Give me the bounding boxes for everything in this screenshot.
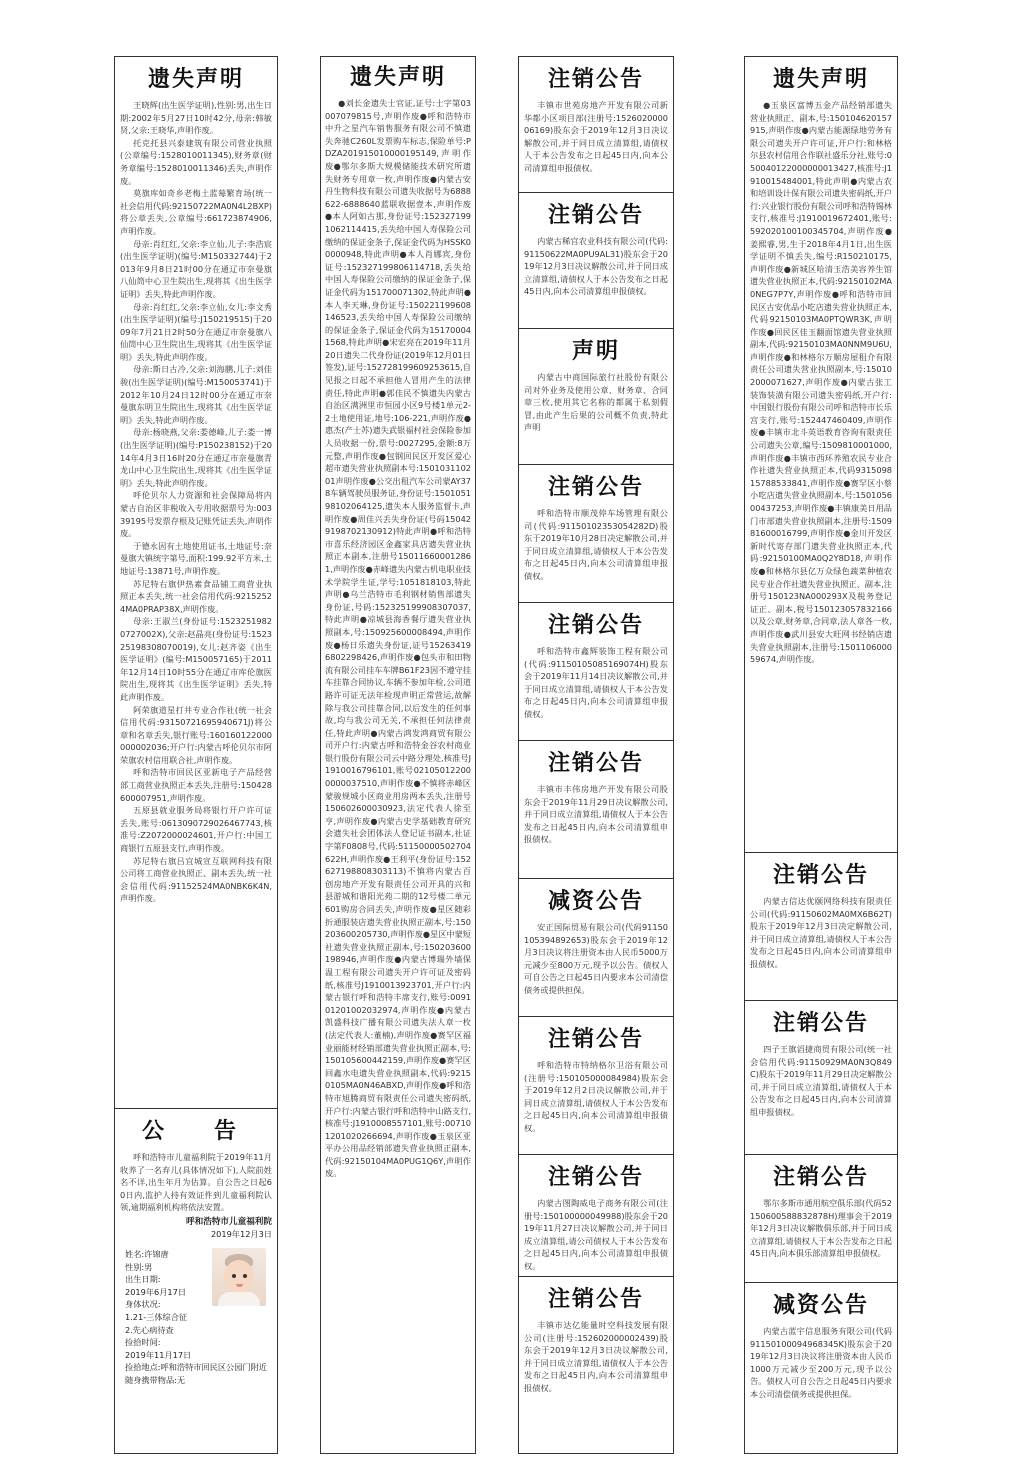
notice-paragraph: 母亲:杨晓燕,父亲:娄德峰,儿子:娄一博(出生医学证明)(编号:P150238152)于2014年4月3日16时20分在通辽市奈曼旗青龙山中心卫生院出生,现将其《出生医学证明》丢失,特此声明作废。 — [120, 427, 272, 488]
announcement-body: 丰镇市世苑房地产开发有限公司新华都小区项目部(注册号:152602000006169)股东会于2019年12月3日决议解散公司,并于同日成立清算组,请债权人于本公告发布之日起45日内,向本公司清算组申报债权。 — [524, 100, 668, 173]
column-2 — [320, 56, 476, 1454]
lost-notice-title: 遗失声明 — [772, 67, 869, 92]
child-info-line: 性别:男 — [125, 1261, 153, 1272]
announcement-body: 丰镇市丰伟房地产开发有限公司股东会于2019年11月29日决议解散公司,并于同日成立清算组,请债权人于本公告发布之日起45日内,向本公司清算组申报债权。 — [524, 784, 668, 845]
lost-notice-body — [120, 99, 272, 905]
announcement-body: 内蒙古信达优颐网络科技有限责任公司(代码:91150602MA0MX6B62T)股东于2019年12月3日决定解散公司,并于同日成立清算组,请债权人于本公告发布之日起45日内,向本公司清算组申报债权。 — [750, 896, 892, 969]
announcement-title: 注销公告 — [772, 863, 869, 888]
child-info-line: 2019年11月17日 — [125, 1349, 192, 1360]
adoption-notice-box — [115, 1109, 277, 1455]
child-info-line: 1.21-三体综合征 — [125, 1311, 188, 1322]
notice-date: 2019年12月3日 — [210, 1228, 272, 1239]
lost-notice-box-1 — [115, 57, 277, 1109]
announcement-box — [519, 465, 673, 603]
child-info-line: 捡拾时间: — [125, 1337, 161, 1348]
announcement-box — [745, 1155, 897, 1283]
notice-title: 公 告 — [141, 1119, 250, 1144]
announcement-body: 安正国际贸易有限公司(代码911501053948926​53)股东会于2019年12月3日决议将注册资本由人民币5000万元减少至800万元,现予以公告。债权人可自公告之日起45日内要求本公司清偿债务或提供担保。 — [524, 922, 668, 995]
announcement-box — [519, 1155, 673, 1277]
announcement-box — [519, 879, 673, 1017]
notice-paragraph: ●刘长金遗失士官证,证号:士字第03007079815号,声明作废●呼和浩特市中升之星汽车销售服务有限公司不慎遗失奔驰C260L发票购车标志,保险单号:PDZA201915010000195149,声明作废●鄂尔多斯大规模储能技术研究所遗失财务专用章一枚,声明作废●内蒙古安丹生物科技有限公司遗失收据号为6888622-6888640蓝联收据壹本,声明作废●本人阿如古那,身份证号:152327199106211441​5,丢失给中国人寿保险公司缴纳的保证金条子,保证金代码为HSSK00000948,特此声明●本人肖娜宾,身份证号:152327199806114718,丢失给中国人寿保险公司缴纳的保证金条子,保证金代码为151700071302,特此声明●本人李天琳,身份证号:150221199608146523,丢失给中国人寿保险公司缴纳的保证金条子,保证金代码为151700041568,特此声明●宋宏亮在2019年11月20日遗失二代身份证(2019年12月01日签发),证号:152728199609253615,自见报之日起不承担他人冒用产生的法律责任,特此声明●郭佳民不慎遗失内蒙古自治区满洲里市恒园小区9号楼1单元2-2土地使用证,地号:106-221,声明作废●惠杰(产士苏)遗失武银福村社会保险参加人员收据一份,票号:0027295,金额:8万元整,声明作废●包钢回民区开发区爱心超市遗失营业执照副本号:150103110201声明作废●公交出租汽车公司蒙AY378车辆驾驶员服务证,身份证号:150105198102064125,遗失本人服务监督卡,声明作废●周佳兴丢失身份证(号码150429198702130912)特此声明●呼和浩特市喜乐经济园区金鑫家具店遗失营业执照正本副本,注册号150116600012861,声明作废●赤峰遗失内蒙古机电职业技术学院学生证,学号:1051818103,特此声明●乌兰浩特市毛利钢材销售部遗失身份证,号码:15232519990​8307037,特此声明●凉城县海香餐厅遗失营业执照副本,号:150925600008494,声明作废●杨日乐遗失身份证,证号152634196802298426,声明作废●包头市和田物流有限公司挂车车牌B61F23因不遵守挂车挂靠合同协议,车辆不参加年检,公司道路许可证无法年检现声明正常营运,故解除与我公司挂靠合同,以后发生的任何事故,均与我公司无关,不承担任何法律责任,特此声明●内蒙古鸿发鸿商贸有限公司开户行:内蒙古呼和浩特金谷农村商业银行股份有限公司云中路分理处,核准号J1910016796101,账号021050122000000037510,声明作废●不慎将赤峰区蒙骏规城小区商业用房两本丢失,注册号150602600030923,法定代表人徐至亨,声明作废●内蒙古史学基础教育研究会遗失社会团体法人登记证书副本,社证字第F0808号,代码:511500005027​04622H,声明作废●王利平(身份证号:152627198808303113)不慎将内蒙古百创房地产开发有限责任公司开具的兴和县游城和谐阳光苑二期的12号楼二单元601购房合同丢失,声明作废●星区随彩折通服装店遗失营业执照正副本,号:150203600205730,声明作废●星区中蒙短社遗失营业执照正副本,号:150203600198946,声明作废●内蒙古博瑞外墙保温工程有限公司遗失开户许可证及密码纸,核准号J1910013923701,开户行:内蒙古银行呼和浩特丰席支行,账号:009101201002032974,声明作废●内蒙古凯盛科技广播有限公司遗失法人章一枚(法定代表人:董楠),声明作废●赛罕区福业丽能材经销部遗失营业执照正副本,号:150105600442159,声明作废●赛罕区回鑫水电遗失营业执照副本,代码:92150105MA0N46ABXD,声明作废●呼和浩特市旭腾商贸有限责任公司遗失密码纸,开户行:内蒙古银行呼和浩特中山路支行,核准号:J1910008557101,账号:007101201020266694,声明作废●玉泉区亚平办公用品经销部遗失营业执照正副本,代码:92150104MA0PUG1Q6Y,声明作废。 — [325, 98, 471, 1179]
announcement-title: 注销公告 — [547, 613, 644, 638]
announcement-body: 呼和浩特市鑫辉装饰工程有限公司(代码:91150105085169074H)股东会于2019年11月14日决议解散公司,并于同日成立清算组,请债权人于本公告发布之日起45日内,向本公司清算组申报债权。 — [524, 646, 668, 719]
notice-paragraph: 母亲:肖红红,父亲:李立仙,女儿:李文秀(出生医学证明)(编号:J150219515)于2009年7月21日2时50分在通辽市奈曼旗八仙筒中心卫生院出生,现将其《出生医学证明》丢失,特此声明作废。 — [120, 301, 272, 362]
announcement-box — [519, 1017, 673, 1155]
notice-paragraph: 呼和浩特市儿童福利院于2019年11月收养了一名弃儿(具体情况如下),人院前姓名不详,出生年月为估算。自公告之日起60日内,监护人持有效证件到儿童福利院认领,逾期福利机构将依法安置。 — [120, 1152, 272, 1213]
announcement-title: 注销公告 — [547, 1165, 644, 1190]
column-4 — [744, 56, 898, 1454]
announcement-box — [745, 853, 897, 1001]
announcement-box — [745, 1283, 897, 1455]
announcement-title: 减资公告 — [772, 1293, 869, 1318]
announcement-box — [519, 741, 673, 879]
announcement-body: 内蒙古稀宫农业科技有限公司(代码:91150622MA0PU9AL31)股东会于2019年12月3日决议解散公司,并于同日成立清算组,请债权人于本公告发布之日起45日内,向本公司清算组申报债权。 — [524, 236, 668, 297]
announcement-box — [519, 193, 673, 329]
notice-paragraph: 莫旗库如奇乡老梅土蓝莓繁育场(统一社会信用代码:92150722MA0N4L2BXP)将公章丢失,公章编号:661723874906,声明作废。 — [120, 188, 272, 236]
announcement-box — [519, 603, 673, 741]
column-1 — [114, 56, 278, 1454]
notice-paragraph: 五原县就业服务局将银行开户许可证丢失,账号:061309072902646774​3,核准号:Z2072000024601,开户行:中国工商银行五原县支行,声明作废。 — [120, 805, 272, 854]
child-info-line: 姓名:许锦唐 — [125, 1248, 169, 1259]
child-info-line: 捡拾地点:呼和浩特市回民区公园门附近 — [125, 1362, 267, 1373]
child-info-line: 身体状况: — [125, 1299, 161, 1310]
notice-paragraph: 母亲:肖红红,父亲:李立仙,儿子:李浩宸(出生医学证明)(编号:M150332744)于2013年9月8日21时00分在通辽市奈曼旗八仙筒中心卫生院出生,现将其《出生医学证明》丢失,特此声明作废。 — [120, 238, 272, 299]
announcement-title: 注销公告 — [547, 751, 644, 776]
announcement-box — [519, 1277, 673, 1455]
announcement-title: 声明 — [571, 339, 620, 364]
notice-paragraph: 王晓辉(出生医学证明),性别:男,出生日期:2002年5月27日10时42分,母亲:韩敏贤,父亲:王晓华,声明作废。 — [120, 100, 272, 136]
announcement-body: 内蒙古图陶威电子商务有限公司(注册号:150100000049988)股东会于2019年11月27日决议解散公司,并于同日成立清算组,请公司债权人于本公告发布之日起45日内,向本公司清算组申报债权。 — [524, 1198, 668, 1271]
announcement-title: 注销公告 — [547, 67, 644, 92]
announcement-title: 注销公告 — [547, 1287, 644, 1312]
child-photo — [212, 1248, 266, 1306]
announcement-body: 内蒙古中商国际旅行社股份有限公司对外业务及使用公章、财务章、合同章三枚,使用其它名称的都属于私刻假冒,由此产生后果的公司概不负责,特此声明 — [524, 372, 668, 433]
notice-paragraph: 苏尼特右旗伊热素食品铺工商营业执照正本丢失,统一社会信用代码:92152524MA0PRAP38X,声明作废。 — [120, 578, 272, 614]
notice-paragraph: 呼和浩特市回民区亚新电子产品经营部工商营业执照正本丢失,注册号:150428600007951,声明作废。 — [120, 767, 272, 803]
announcement-body: 丰镇市达亿能量时空科技发展有限公司(注册号:152602000002439)股东会于2019年12月3日决议解散公司,并于同日成立清算组,请债权人于本公告发布之日起45日内,向本公司清算组申报债权。 — [524, 1320, 668, 1393]
child-info-line: 2019年6月17日 — [125, 1286, 187, 1297]
notice-paragraph: 苏尼特右旗吕宜城宣互联网科技有限公司将工商营业执照正、副本丢失,统一社会信用代码:91152524MA0NBK6K4N,声明作废。 — [120, 855, 272, 904]
announcement-title: 注销公告 — [547, 203, 644, 228]
notice-paragraph: 于德永因有土地使用证书,土地证号:奈曼旗大镇统字第号,面积:199.92平方米,土地证号:13871号,声明作废。 — [120, 540, 272, 576]
announcement-title: 注销公告 — [547, 1027, 644, 1052]
child-info-line: 出生日期: — [125, 1274, 161, 1285]
announcement-title: 注销公告 — [772, 1165, 869, 1190]
notice-paragraph: 母亲:斯日古冷,父亲:刘海鹏,儿子:刘佳骏(出生医学证明)(编号:M150053741)于2012年10月24日12时00分在通辽市奈曼旗东明卫生院出生,现将其《出生医学证明》丢失,特此声明作废。 — [120, 364, 272, 425]
lost-notice-body: ●玉泉区富博五金产品经销部遗失营业执照正、副本,号:150104620157915,声明作废●内蒙古能源绿地劳务有限公司遗失开户许可证,开户行:和林格尔县农村信用合作联社盛乐分社,账号:050040122000000013427,核准号:J1910015484001,特此声明●内蒙古农和培训设计保有限公司遗失密码纸,开户行:兴业银行股份有限公司呼和浩特锡林支行,核准号:J1910019672401,账号:592020100100345704,声明作废●姜熙睿,男,生于2018年4月1日,出生医学证明不慎丢失,编号:R150210175,声明作废●新城区哈清玉浩美容养生馆遗失营业执照正本,代码:92150102MA0NEG7P7Y,声明作废●呼和浩特市回民区古安优品小吃店遗失营业执照正本,代码92150103MA0PTQWR3K,声明作废●回民区佳玉翻面馆遗失营业执照副本,代码:92150103MA0NNM9U6U,声明作废●和林格尔万顺房屋租介有限责任公司遗失营业执照副本,号:150102000071627,声明作废●内蒙古张工装饰装潢有限公司遗失密码纸,开户行:中国银行股份有限公司呼和浩特市长乐宫支行,账号:152447460409,声明作废●丰镇市北斗英语教育咨询有限责任公司遗失公章,编号:1509810001000,声明作废●丰镇市西环养殖农民专业合作社遗失营业执照正本,代码93150981578853384​1,声明作废●赛罕区小蔡小吃店遗失营业执照副本,号:150105600437253,声明作废●丰镇康美日用品门市部遗失营业执照副本,注册号:150981600016799,声明作废●金川开发区新时代寄存部门遗失营业执照正本,代码:92150100MA0Q2Y8D18,声明作废●和林格尔县亿万众绿色蔬菜种植农民专业合作社遗失营业执照正、副本,注册号150123NA000293X及税务登记证正、副本,税号150123057832166以及公章,财务章,合同章,法人章各一枚,声明作废●武川县安大旺网书经销店遗失营业执照副本,注册号:150110600059674,声明作废。 — [750, 100, 892, 665]
announcement-body: 内蒙古蓝宇信息服务有限公司(代码91150100094968345K)股东会于2019年12月3日决议将注册资本由人民币1000万元减少至200万元,现予以公告。债权人可自公告之日起45日内要求本公司清偿债务或提供担保。 — [750, 1326, 892, 1399]
child-info-line: 2.先心病待查 — [125, 1324, 174, 1335]
notice-signature: 呼和浩特市儿童福利院 — [186, 1216, 272, 1227]
announcement-box — [745, 1001, 897, 1155]
notice-body — [120, 1151, 272, 1214]
announcement-title: 减资公告 — [547, 889, 644, 914]
notice-paragraph: 托克托县兴泰建筑有限公司营业执照(公章编号:1528010011345),财务章(财务章编号:1528010011346)丢失,声明作废。 — [120, 137, 272, 186]
announcement-body: 呼和浩特市特纳格尔卫浴有限公司(注册号:150105000084984)股东会于2019年12月2日决议解散公司,并于同日成立清算组,请债权人于本公告发布之日起45日内,向本公司清算组申报债权。 — [524, 1060, 668, 1133]
notice-paragraph: 母亲:王淑兰(身份证号:152325198207270​02X),父亲:赵晶亮(身份证号:152325198308070019),女儿:赵齐姿《出生医学证明》(编号:M150057165)于2011年12月14日10时55分在通辽市库伦旗医院出生,现将其《出生医学证明》丢失,特此声明作废。 — [120, 616, 272, 702]
column-3 — [518, 56, 674, 1454]
announcement-body: 呼和浩特市顺茂停车场管理有限公司(代码:91150102353054282D)股东于2019年10月28日决定解散公司,并于同日成立清算组,请债权人于本公告发布之日起45日内,向本公司清算组申报债权。 — [524, 508, 668, 581]
announcement-title: 注销公告 — [547, 475, 644, 500]
announcement-box — [519, 329, 673, 465]
announcement-body: 鄂尔多斯市通用航空俱乐部(代码52150600588832878H)理事会于2019年12月3日决议解散俱乐部,并于同日成立清算组,请债权人于本公告发布之日起45日内,向本俱乐部清算组申报债权。 — [750, 1198, 892, 1259]
child-info — [120, 1248, 272, 1387]
lost-notice-box-4 — [745, 57, 897, 853]
announcement-title: 注销公告 — [772, 1011, 869, 1036]
child-info-line: 随身携带物品:无 — [125, 1374, 186, 1385]
notice-paragraph: 阿荣旗道星打井专业合作社(统一社会信用代码:93150721695940671J)将公章和名章丢失,银行账号:160160122000000002036;开户行:内蒙古呼伦贝尔市阿荣旗农村信用联合社,声明作废。 — [120, 704, 272, 765]
lost-notice-title: 遗失声明 — [349, 65, 446, 90]
announcement-body: 四子王旗滔捷商贸有限公司(统一社会信用代码:91150929MA0N3Q849C)股东于2019年11月29日决定解散公司,并于同日成立清算组,请债权人于本公告发布之日起45日内,向本公司清算组申报债权。 — [750, 1044, 892, 1117]
announcement-box — [519, 57, 673, 193]
lost-notice-title: 遗失声明 — [147, 67, 244, 92]
notice-paragraph: 呼伦贝尔人力资源和社会保障局将内蒙古自治区非税收入专用收据票号为:00339195号发票存根及记账凭证丢失,声明作废。 — [120, 490, 272, 539]
lost-notice-body — [325, 97, 471, 1180]
